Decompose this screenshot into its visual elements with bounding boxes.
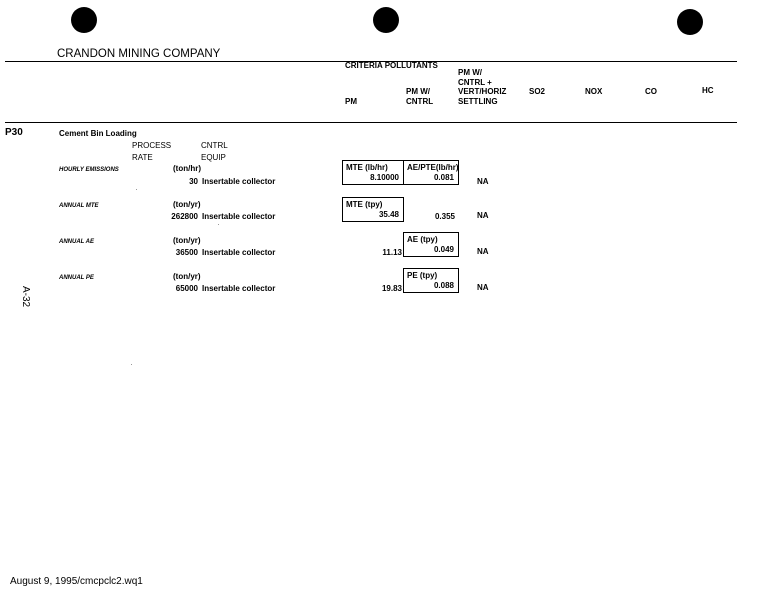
rate-unit: (ton/yr): [173, 200, 201, 209]
pm-cntrl-value: 0.081: [433, 173, 454, 182]
column-header-pm: PM: [345, 97, 357, 106]
pm-settling-value: NA: [477, 247, 489, 256]
binder-hole-right: [677, 9, 703, 35]
control-equipment: Insertable collector: [202, 212, 276, 221]
pm-value: 19.83: [381, 284, 402, 293]
column-header-so2: SO2: [529, 87, 546, 96]
process-rate-value: 262800: [171, 212, 198, 221]
section-title: Cement Bin Loading: [59, 129, 137, 138]
criteria-pollutants-heading: CRITERIA POLLUTANTS: [345, 61, 438, 70]
row-label-annual-mte: ANNUAL MTE: [59, 203, 99, 209]
scan-speck: [131, 364, 132, 365]
control-equipment: Insertable collector: [202, 177, 276, 186]
process-rate-value: 36500: [175, 248, 198, 257]
rate-unit: (ton/yr): [173, 272, 201, 281]
column-header-pm-cntrl: PM W/ CNTRL: [406, 87, 434, 106]
header-bottom-rule: [5, 122, 737, 123]
row-label-hourly-emissions: HOURLY EMISSIONS: [59, 167, 119, 173]
pm-cntrl-value: 0.355: [434, 212, 455, 221]
process-rate-header: PROCESS RATE: [132, 141, 172, 162]
ae-tpy-title: AE (tpy): [407, 235, 438, 244]
mte-lbhr-box: [342, 160, 404, 185]
ae-pte-lbhr-title: AE/PTE(lb/hr): [407, 163, 459, 172]
side-page-number: A-32: [20, 286, 31, 308]
pm-value: 8.10000: [370, 173, 399, 182]
column-header-co: CO: [645, 87, 657, 96]
mte-tpy-box: [342, 197, 404, 222]
cntrl-equip-header: CNTRL EQUIP: [201, 141, 228, 162]
column-header-pm-settling: PM W/ CNTRL + VERT/HORIZ SETTLING: [458, 68, 507, 106]
rate-unit: (ton/yr): [173, 236, 201, 245]
pm-cntrl-value: 0.088: [433, 281, 454, 290]
pe-tpy-title: PE (tpy): [407, 271, 438, 280]
pm-value: 11.13: [382, 248, 402, 257]
row-label-annual-pe: ANNUAL PE: [59, 275, 94, 281]
mte-lbhr-title: MTE (lb/hr): [346, 163, 388, 172]
rate-unit: (ton/hr): [173, 164, 201, 173]
control-equipment: Insertable collector: [202, 248, 276, 257]
control-equipment: Insertable collector: [202, 284, 276, 293]
process-rate-value: 30: [189, 177, 198, 186]
pm-settling-value: NA: [477, 283, 489, 292]
pm-value: 35.48: [378, 210, 399, 219]
ae-pte-lbhr-box: [403, 160, 459, 185]
mte-tpy-title: MTE (tpy): [346, 200, 383, 209]
company-name: CRANDON MINING COMPANY: [57, 48, 221, 60]
footer-date-filename: August 9, 1995/cmcpclc2.wq1: [10, 576, 143, 587]
column-header-hc: HC: [702, 86, 714, 95]
binder-hole-left: [71, 7, 97, 33]
scan-speck: [136, 189, 137, 190]
process-rate-value: 65000: [175, 284, 198, 293]
pm-cntrl-value: 0.049: [433, 245, 454, 254]
ae-tpy-box: [403, 232, 459, 257]
scan-speck: [218, 224, 219, 225]
row-label-annual-ae: ANNUAL AE: [59, 239, 95, 245]
pm-settling-value: NA: [477, 211, 489, 220]
pm-settling-value: NA: [477, 177, 489, 186]
pe-tpy-box: [403, 268, 459, 293]
binder-hole-center: [373, 7, 399, 33]
section-id: P30: [5, 127, 23, 138]
column-header-nox: NOX: [585, 87, 603, 96]
